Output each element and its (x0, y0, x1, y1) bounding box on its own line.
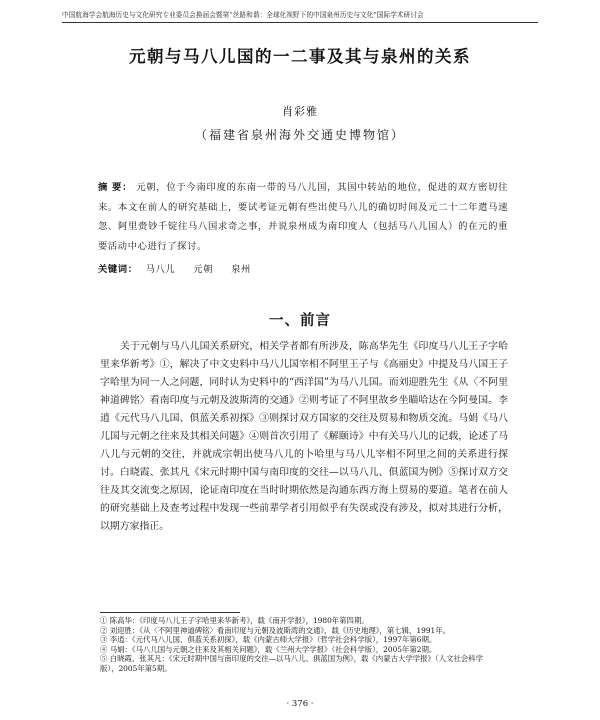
footnote-rule (100, 612, 240, 613)
author-affiliation: （福建省泉州海外交通史博物馆） (194, 128, 405, 142)
body-text (100, 338, 508, 536)
running-header: 中国航海学会航海历史与文化研究专业委员会换届会暨第“丝路和谐：全球化视野下的中国泉州历史与文化”国际学术研讨会 (62, 11, 424, 19)
abstract-text: 元朝，位于今南印度的东南一带的马八儿国，其国中转站的地位，促进的双方密切往来。本文在前人的研究基础上，要试考证元朝有些出使马八儿的确切时间及元二十二年遣马速忽、阿里赍钞千锭往马八国求奇之事，并说泉州成为南印度人（包括马八儿国人）的在元的重要活动中心进行了探讨。 (98, 182, 508, 252)
footnotes (100, 616, 500, 674)
abstract (98, 178, 508, 256)
footnote: ① 陈高华：《印度马八儿王子字哈里来华新考》，载《南开学报》，1980年第四期。 (100, 616, 369, 625)
footnote: ⑤ 白晓霞、张其凡：《宋元时期中国与南印度的交往—以马八儿、俱蓝国为例》，载《内蒙古大学学报》（人文社会科学版），2005年第5期。 (100, 654, 483, 673)
keywords-label: 关键词： (98, 264, 138, 275)
section-heading: 一、前言 (269, 313, 331, 329)
keyword: 泉州 (231, 264, 251, 275)
author-name: 肖彩雅 (282, 105, 318, 118)
footnote: ③ 李逍：《元代马八儿国、俱蓝关系初探》，载《内蒙古师大学报》（哲学社会科学版），1997年第6期。 (100, 635, 437, 645)
header-rule (62, 22, 538, 23)
page-number: · 376 · (286, 699, 314, 709)
body-paragraph: 关于元朝与马八儿国关系研究，相关学者都有所涉及，陈高华先生《印度马八儿王子字哈里来华新考》①，解决了中文史料中马八儿国宰相不阿里王子与《高丽史》中提及马八国王子字哈里为同一人之问题，同时认为史料中的“西洋国”为马八儿国。而刘迎胜先生《从〈不阿里神道碑铭〉看南印度与元朝及波斯湾的交通》②则考证了不阿里故乡坐瞄哈达在今阿曼国。李逍《元代马八儿国、俱蓝关系初探》③则探讨双方国家的交往及贸易和物质交流。马娟《马八儿国与元朝之往来及其相关问题》④则首次引用了《解颐诗》中有关马八儿的记载，论述了马八儿与元朝的交往，并就成宗朝出使马八儿的卜哈里与马八儿宰相不阿里之间的关系进行探讨。白晓霞、张其凡《宋元时期中国与南印度的交往—以马八儿、俱蓝国为例》⑤探讨双方交往及其交流变之原因，论证南印度在当时时期依然是沟通东西方海上贸易的要道。笔者在前人的研究基础上及查考过程中发现一些前辈学者引用似乎有失误或没有涉及，拟对其进行分析，以期方家指正。 (100, 341, 508, 532)
abstract-label: 摘 要： (98, 182, 133, 193)
article-title: 元朝与马八儿国的一二事及其与泉州的关系 (129, 47, 471, 66)
footnote: ④ 马娟：《马八儿国与元朝之往来及其相关问题》，载《兰州大学学报》（社会科学版），2005年第2期。 (100, 644, 437, 654)
keyword: 马八儿 (145, 264, 176, 275)
footnote: ② 刘迎胜：《从〈不阿里神道碑铭〉看南印度与元朝及波斯湾的交通》，载《历史地理》，第七辑，1991年。 (100, 625, 451, 635)
keyword: 元朝 (193, 264, 214, 275)
keywords (98, 261, 269, 275)
